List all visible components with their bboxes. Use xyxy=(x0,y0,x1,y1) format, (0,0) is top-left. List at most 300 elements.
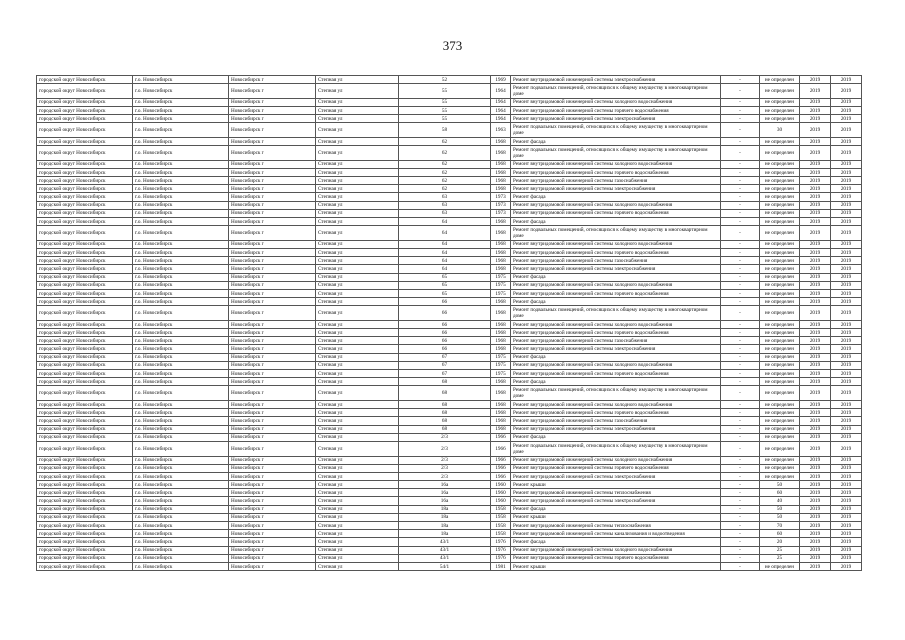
cell-start-year: 2019 xyxy=(800,456,831,464)
cell-end-year: 2019 xyxy=(831,320,862,328)
cell-district: городской округ Новосибирск xyxy=(37,505,133,513)
cell-cost-flag: - xyxy=(721,433,760,441)
cell-year: 1968 xyxy=(491,409,511,417)
cell-house: 67 xyxy=(399,361,491,369)
cell-street: Степная ул xyxy=(316,226,399,241)
cell-cost-flag: - xyxy=(721,209,760,217)
cell-municipality: г.о. Новосибирск xyxy=(133,185,229,193)
cell-municipality: г.о. Новосибирск xyxy=(133,281,229,289)
cell-district: городской округ Новосибирск xyxy=(37,370,133,378)
cell-end-year: 2019 xyxy=(831,329,862,337)
table-row xyxy=(37,218,862,226)
cell-cost: не определен xyxy=(760,209,800,217)
cell-municipality: г.о. Новосибирск xyxy=(133,226,229,241)
cell-cost: не определен xyxy=(760,160,800,168)
cell-house: 18а xyxy=(399,522,491,530)
cell-cost: не определен xyxy=(760,193,800,201)
cell-locality: Новосибирск г xyxy=(229,320,316,328)
cell-locality: Новосибирск г xyxy=(229,168,316,176)
cell-start-year: 2019 xyxy=(800,265,831,273)
cell-start-year: 2019 xyxy=(800,353,831,361)
cell-year: 1960 xyxy=(491,497,511,505)
cell-district: городской округ Новосибирск xyxy=(37,115,133,123)
cell-start-year: 2019 xyxy=(800,329,831,337)
cell-start-year: 2019 xyxy=(800,218,831,226)
cell-municipality: г.о. Новосибирск xyxy=(133,370,229,378)
cell-district: городской округ Новосибирск xyxy=(37,289,133,297)
cell-district: городской округ Новосибирск xyxy=(37,441,133,456)
cell-cost: 30 xyxy=(760,123,800,138)
cell-locality: Новосибирск г xyxy=(229,306,316,321)
cell-work-type: Ремонт внутридомовой инженерной системы электроснабжения xyxy=(511,345,721,353)
cell-cost-flag: - xyxy=(721,378,760,386)
cell-cost-flag: - xyxy=(721,370,760,378)
cell-cost: не определен xyxy=(760,378,800,386)
cell-cost: не определен xyxy=(760,298,800,306)
cell-house: 68 xyxy=(399,417,491,425)
cell-start-year: 2019 xyxy=(800,481,831,489)
cell-end-year: 2019 xyxy=(831,209,862,217)
cell-locality: Новосибирск г xyxy=(229,481,316,489)
cell-cost-flag: - xyxy=(721,464,760,472)
cell-start-year: 2019 xyxy=(800,370,831,378)
cell-end-year: 2019 xyxy=(831,146,862,161)
cell-cost-flag: - xyxy=(721,123,760,138)
cell-cost: не определен xyxy=(760,146,800,161)
cell-start-year: 2019 xyxy=(800,249,831,257)
cell-house: 64 xyxy=(399,265,491,273)
table-row xyxy=(37,345,862,353)
cell-street: Степная ул xyxy=(316,320,399,328)
cell-work-type: Ремонт внутридомовой инженерной системы холодного водоснабжения xyxy=(511,160,721,168)
cell-start-year: 2019 xyxy=(800,505,831,513)
cell-street: Степная ул xyxy=(316,353,399,361)
table-body xyxy=(37,76,862,571)
cell-work-type: Ремонт внутридомовой инженерной системы холодного водоснабжения xyxy=(511,320,721,328)
cell-municipality: г.о. Новосибирск xyxy=(133,386,229,401)
table-row xyxy=(37,168,862,176)
cell-cost: не определен xyxy=(760,329,800,337)
cell-locality: Новосибирск г xyxy=(229,472,316,480)
cell-cost-flag: - xyxy=(721,160,760,168)
cell-locality: Новосибирск г xyxy=(229,409,316,417)
cell-end-year: 2019 xyxy=(831,456,862,464)
cell-district: городской округ Новосибирск xyxy=(37,273,133,281)
cell-house: 66 xyxy=(399,320,491,328)
cell-house: 2/3 xyxy=(399,464,491,472)
cell-start-year: 2019 xyxy=(800,209,831,217)
cell-street: Степная ул xyxy=(316,361,399,369)
cell-start-year: 2019 xyxy=(800,417,831,425)
cell-cost: не определен xyxy=(760,137,800,145)
cell-locality: Новосибирск г xyxy=(229,76,316,84)
table-row xyxy=(37,160,862,168)
table-row xyxy=(37,489,862,497)
cell-street: Степная ул xyxy=(316,522,399,530)
table-row xyxy=(37,249,862,257)
cell-locality: Новосибирск г xyxy=(229,361,316,369)
cell-street: Степная ул xyxy=(316,505,399,513)
cell-work-type: Ремонт внутридомовой инженерной системы электроснабжения xyxy=(511,425,721,433)
cell-year: 1968 xyxy=(491,185,511,193)
cell-year: 1968 xyxy=(491,306,511,321)
table-row xyxy=(37,106,862,114)
cell-cost: не определен xyxy=(760,456,800,464)
cell-work-type: Ремонт подвальных помещений, относящихся к общему имуществу в многоквартирном доме xyxy=(511,226,721,241)
cell-start-year: 2019 xyxy=(800,441,831,456)
cell-start-year: 2019 xyxy=(800,146,831,161)
cell-cost: 60 xyxy=(760,530,800,538)
cell-locality: Новосибирск г xyxy=(229,226,316,241)
cell-start-year: 2019 xyxy=(800,177,831,185)
cell-municipality: г.о. Новосибирск xyxy=(133,84,229,99)
table-row xyxy=(37,201,862,209)
table-row xyxy=(37,98,862,106)
cell-work-type: Ремонт внутридомовой инженерной системы горячего водоснабжения xyxy=(511,370,721,378)
table-row xyxy=(37,177,862,185)
cell-year: 1973 xyxy=(491,193,511,201)
cell-cost-flag: - xyxy=(721,329,760,337)
cell-start-year: 2019 xyxy=(800,425,831,433)
cell-start-year: 2019 xyxy=(800,201,831,209)
cell-cost-flag: - xyxy=(721,177,760,185)
cell-municipality: г.о. Новосибирск xyxy=(133,306,229,321)
cell-work-type: Ремонт внутридомовой инженерной системы холодного водоснабжения xyxy=(511,546,721,554)
cell-year: 1981 xyxy=(491,562,511,570)
cell-start-year: 2019 xyxy=(800,306,831,321)
table-row xyxy=(37,386,862,401)
cell-municipality: г.о. Новосибирск xyxy=(133,505,229,513)
cell-end-year: 2019 xyxy=(831,409,862,417)
table-row xyxy=(37,115,862,123)
cell-work-type: Ремонт внутридомовой инженерной системы газоснабжения xyxy=(511,257,721,265)
cell-municipality: г.о. Новосибирск xyxy=(133,160,229,168)
cell-end-year: 2019 xyxy=(831,538,862,546)
cell-cost: 50 xyxy=(760,481,800,489)
cell-work-type: Ремонт фасада xyxy=(511,378,721,386)
cell-cost-flag: - xyxy=(721,106,760,114)
cell-district: городской округ Новосибирск xyxy=(37,320,133,328)
cell-municipality: г.о. Новосибирск xyxy=(133,489,229,497)
table-row xyxy=(37,417,862,425)
cell-start-year: 2019 xyxy=(800,409,831,417)
table-row xyxy=(37,306,862,321)
cell-cost: не определен xyxy=(760,433,800,441)
cell-work-type: Ремонт подвальных помещений, относящихся к общему имуществу в многоквартирном доме xyxy=(511,84,721,99)
cell-cost: не определен xyxy=(760,401,800,409)
cell-locality: Новосибирск г xyxy=(229,84,316,99)
cell-start-year: 2019 xyxy=(800,273,831,281)
cell-cost: не определен xyxy=(760,168,800,176)
cell-municipality: г.о. Новосибирск xyxy=(133,193,229,201)
cell-street: Степная ул xyxy=(316,137,399,145)
cell-end-year: 2019 xyxy=(831,106,862,114)
cell-municipality: г.о. Новосибирск xyxy=(133,513,229,521)
cell-end-year: 2019 xyxy=(831,273,862,281)
cell-year: 1968 xyxy=(491,249,511,257)
cell-cost-flag: - xyxy=(721,538,760,546)
cell-locality: Новосибирск г xyxy=(229,554,316,562)
cell-year: 1968 xyxy=(491,240,511,248)
cell-year: 1958 xyxy=(491,522,511,530)
cell-cost: не определен xyxy=(760,106,800,114)
cell-district: городской округ Новосибирск xyxy=(37,546,133,554)
table-row xyxy=(37,370,862,378)
cell-end-year: 2019 xyxy=(831,226,862,241)
cell-end-year: 2019 xyxy=(831,497,862,505)
cell-street: Степная ул xyxy=(316,378,399,386)
cell-work-type: Ремонт подвальных помещений, относящихся к общему имуществу в многоквартирном доме xyxy=(511,123,721,138)
cell-locality: Новосибирск г xyxy=(229,530,316,538)
cell-street: Степная ул xyxy=(316,441,399,456)
cell-year: 1968 xyxy=(491,401,511,409)
cell-end-year: 2019 xyxy=(831,115,862,123)
cell-street: Степная ул xyxy=(316,146,399,161)
cell-locality: Новосибирск г xyxy=(229,562,316,570)
cell-locality: Новосибирск г xyxy=(229,378,316,386)
cell-cost: не определен xyxy=(760,115,800,123)
cell-start-year: 2019 xyxy=(800,345,831,353)
cell-end-year: 2019 xyxy=(831,472,862,480)
cell-street: Степная ул xyxy=(316,472,399,480)
cell-year: 1966 xyxy=(491,472,511,480)
cell-start-year: 2019 xyxy=(800,530,831,538)
cell-locality: Новосибирск г xyxy=(229,464,316,472)
cell-street: Степная ул xyxy=(316,417,399,425)
cell-house: 55 xyxy=(399,115,491,123)
cell-locality: Новосибирск г xyxy=(229,273,316,281)
table-row xyxy=(37,298,862,306)
cell-district: городской округ Новосибирск xyxy=(37,329,133,337)
cell-end-year: 2019 xyxy=(831,546,862,554)
cell-end-year: 2019 xyxy=(831,160,862,168)
cell-cost-flag: - xyxy=(721,273,760,281)
cell-locality: Новосибирск г xyxy=(229,505,316,513)
cell-year: 1968 xyxy=(491,160,511,168)
cell-start-year: 2019 xyxy=(800,76,831,84)
cell-year: 1975 xyxy=(491,273,511,281)
cell-start-year: 2019 xyxy=(800,160,831,168)
cell-district: городской округ Новосибирск xyxy=(37,240,133,248)
cell-start-year: 2019 xyxy=(800,84,831,99)
cell-district: городской округ Новосибирск xyxy=(37,481,133,489)
cell-cost: 70 xyxy=(760,522,800,530)
cell-district: городской округ Новосибирск xyxy=(37,378,133,386)
cell-cost-flag: - xyxy=(721,226,760,241)
cell-cost-flag: - xyxy=(721,425,760,433)
cell-locality: Новосибирск г xyxy=(229,98,316,106)
cell-end-year: 2019 xyxy=(831,530,862,538)
cell-cost-flag: - xyxy=(721,289,760,297)
cell-end-year: 2019 xyxy=(831,201,862,209)
cell-district: городской округ Новосибирск xyxy=(37,401,133,409)
cell-municipality: г.о. Новосибирск xyxy=(133,554,229,562)
cell-municipality: г.о. Новосибирск xyxy=(133,409,229,417)
cell-locality: Новосибирск г xyxy=(229,240,316,248)
cell-work-type: Ремонт внутридомовой инженерной системы электроснабжения xyxy=(511,115,721,123)
cell-start-year: 2019 xyxy=(800,298,831,306)
cell-street: Степная ул xyxy=(316,249,399,257)
cell-work-type: Ремонт внутридомовой инженерной системы канализования и водоотведения xyxy=(511,530,721,538)
cell-cost: не определен xyxy=(760,289,800,297)
cell-district: городской округ Новосибирск xyxy=(37,84,133,99)
cell-cost-flag: - xyxy=(721,193,760,201)
cell-locality: Новосибирск г xyxy=(229,489,316,497)
cell-cost-flag: - xyxy=(721,84,760,99)
cell-start-year: 2019 xyxy=(800,522,831,530)
cell-house: 62 xyxy=(399,160,491,168)
cell-start-year: 2019 xyxy=(800,337,831,345)
cell-cost: не определен xyxy=(760,417,800,425)
cell-locality: Новосибирск г xyxy=(229,137,316,145)
repair-register-table xyxy=(36,75,862,571)
cell-house: 64 xyxy=(399,257,491,265)
cell-locality: Новосибирск г xyxy=(229,115,316,123)
table-row xyxy=(37,441,862,456)
cell-municipality: г.о. Новосибирск xyxy=(133,337,229,345)
cell-year: 1958 xyxy=(491,513,511,521)
cell-start-year: 2019 xyxy=(800,472,831,480)
cell-municipality: г.о. Новосибирск xyxy=(133,562,229,570)
cell-cost: не определен xyxy=(760,265,800,273)
cell-district: городской округ Новосибирск xyxy=(37,249,133,257)
cell-municipality: г.о. Новосибирск xyxy=(133,464,229,472)
cell-street: Степная ул xyxy=(316,265,399,273)
cell-municipality: г.о. Новосибирск xyxy=(133,401,229,409)
cell-municipality: г.о. Новосибирск xyxy=(133,345,229,353)
table-row xyxy=(37,522,862,530)
cell-year: 1976 xyxy=(491,554,511,562)
cell-start-year: 2019 xyxy=(800,361,831,369)
cell-start-year: 2019 xyxy=(800,115,831,123)
cell-municipality: г.о. Новосибирск xyxy=(133,361,229,369)
cell-start-year: 2019 xyxy=(800,378,831,386)
cell-cost-flag: - xyxy=(721,240,760,248)
cell-end-year: 2019 xyxy=(831,441,862,456)
cell-house: 52 xyxy=(399,76,491,84)
cell-house: 64 xyxy=(399,240,491,248)
cell-cost: не определен xyxy=(760,345,800,353)
cell-municipality: г.о. Новосибирск xyxy=(133,76,229,84)
cell-municipality: г.о. Новосибирск xyxy=(133,218,229,226)
cell-start-year: 2019 xyxy=(800,489,831,497)
cell-work-type: Ремонт крыши xyxy=(511,513,721,521)
cell-locality: Новосибирск г xyxy=(229,370,316,378)
cell-municipality: г.о. Новосибирск xyxy=(133,137,229,145)
cell-street: Степная ул xyxy=(316,530,399,538)
cell-house: 62 xyxy=(399,185,491,193)
cell-street: Степная ул xyxy=(316,257,399,265)
table-row xyxy=(37,226,862,241)
cell-district: городской округ Новосибирск xyxy=(37,306,133,321)
table-row xyxy=(37,193,862,201)
cell-locality: Новосибирск г xyxy=(229,417,316,425)
cell-work-type: Ремонт фасада xyxy=(511,505,721,513)
cell-work-type: Ремонт внутридомовой инженерной системы холодного водоснабжения xyxy=(511,401,721,409)
cell-locality: Новосибирск г xyxy=(229,433,316,441)
cell-end-year: 2019 xyxy=(831,257,862,265)
cell-house: 55 xyxy=(399,106,491,114)
cell-house: 2/3 xyxy=(399,441,491,456)
cell-street: Степная ул xyxy=(316,497,399,505)
cell-street: Степная ул xyxy=(316,281,399,289)
cell-cost: 20 xyxy=(760,538,800,546)
cell-start-year: 2019 xyxy=(800,538,831,546)
cell-locality: Новосибирск г xyxy=(229,177,316,185)
cell-year: 1976 xyxy=(491,538,511,546)
cell-municipality: г.о. Новосибирск xyxy=(133,249,229,257)
cell-cost-flag: - xyxy=(721,481,760,489)
cell-end-year: 2019 xyxy=(831,177,862,185)
cell-street: Степная ул xyxy=(316,201,399,209)
cell-district: городской округ Новосибирск xyxy=(37,409,133,417)
cell-district: городской округ Новосибирск xyxy=(37,265,133,273)
cell-cost: не определен xyxy=(760,177,800,185)
cell-start-year: 2019 xyxy=(800,546,831,554)
cell-municipality: г.о. Новосибирск xyxy=(133,265,229,273)
cell-district: городской округ Новосибирск xyxy=(37,562,133,570)
cell-work-type: Ремонт подвальных помещений, относящихся к общему имуществу в многоквартирном доме xyxy=(511,386,721,401)
cell-year: 1968 xyxy=(491,298,511,306)
cell-municipality: г.о. Новосибирск xyxy=(133,530,229,538)
cell-cost-flag: - xyxy=(721,249,760,257)
cell-year: 1968 xyxy=(491,320,511,328)
cell-work-type: Ремонт внутридомовой инженерной системы электроснабжения xyxy=(511,265,721,273)
cell-district: городской округ Новосибирск xyxy=(37,137,133,145)
cell-start-year: 2019 xyxy=(800,433,831,441)
cell-cost-flag: - xyxy=(721,409,760,417)
cell-district: городской округ Новосибирск xyxy=(37,353,133,361)
cell-year: 1968 xyxy=(491,329,511,337)
table-row xyxy=(37,546,862,554)
cell-end-year: 2019 xyxy=(831,505,862,513)
cell-work-type: Ремонт внутридомовой инженерной системы горячего водоснабжения xyxy=(511,168,721,176)
cell-municipality: г.о. Новосибирск xyxy=(133,201,229,209)
table-row xyxy=(37,505,862,513)
cell-district: городской округ Новосибирск xyxy=(37,417,133,425)
cell-municipality: г.о. Новосибирск xyxy=(133,177,229,185)
cell-year: 1958 xyxy=(491,530,511,538)
cell-year: 1960 xyxy=(491,481,511,489)
cell-house: 64 xyxy=(399,226,491,241)
cell-municipality: г.о. Новосибирск xyxy=(133,115,229,123)
cell-municipality: г.о. Новосибирск xyxy=(133,123,229,138)
cell-municipality: г.о. Новосибирск xyxy=(133,433,229,441)
cell-year: 1968 xyxy=(491,257,511,265)
cell-work-type: Ремонт внутридомовой инженерной системы горячего водоснабжения xyxy=(511,329,721,337)
cell-locality: Новосибирск г xyxy=(229,345,316,353)
cell-house: 66 xyxy=(399,345,491,353)
cell-street: Степная ул xyxy=(316,409,399,417)
cell-year: 1975 xyxy=(491,361,511,369)
cell-street: Степная ул xyxy=(316,240,399,248)
cell-street: Степная ул xyxy=(316,115,399,123)
cell-end-year: 2019 xyxy=(831,218,862,226)
table-row xyxy=(37,240,862,248)
cell-municipality: г.о. Новосибирск xyxy=(133,289,229,297)
table-row xyxy=(37,554,862,562)
cell-cost-flag: - xyxy=(721,456,760,464)
table-row xyxy=(37,401,862,409)
cell-work-type: Ремонт внутридомовой инженерной системы холодного водоснабжения xyxy=(511,281,721,289)
cell-start-year: 2019 xyxy=(800,240,831,248)
cell-end-year: 2019 xyxy=(831,281,862,289)
cell-locality: Новосибирск г xyxy=(229,546,316,554)
cell-work-type: Ремонт внутридомовой инженерной системы горячего водоснабжения xyxy=(511,464,721,472)
table-row xyxy=(37,337,862,345)
cell-year: 1966 xyxy=(491,441,511,456)
table-row xyxy=(37,265,862,273)
